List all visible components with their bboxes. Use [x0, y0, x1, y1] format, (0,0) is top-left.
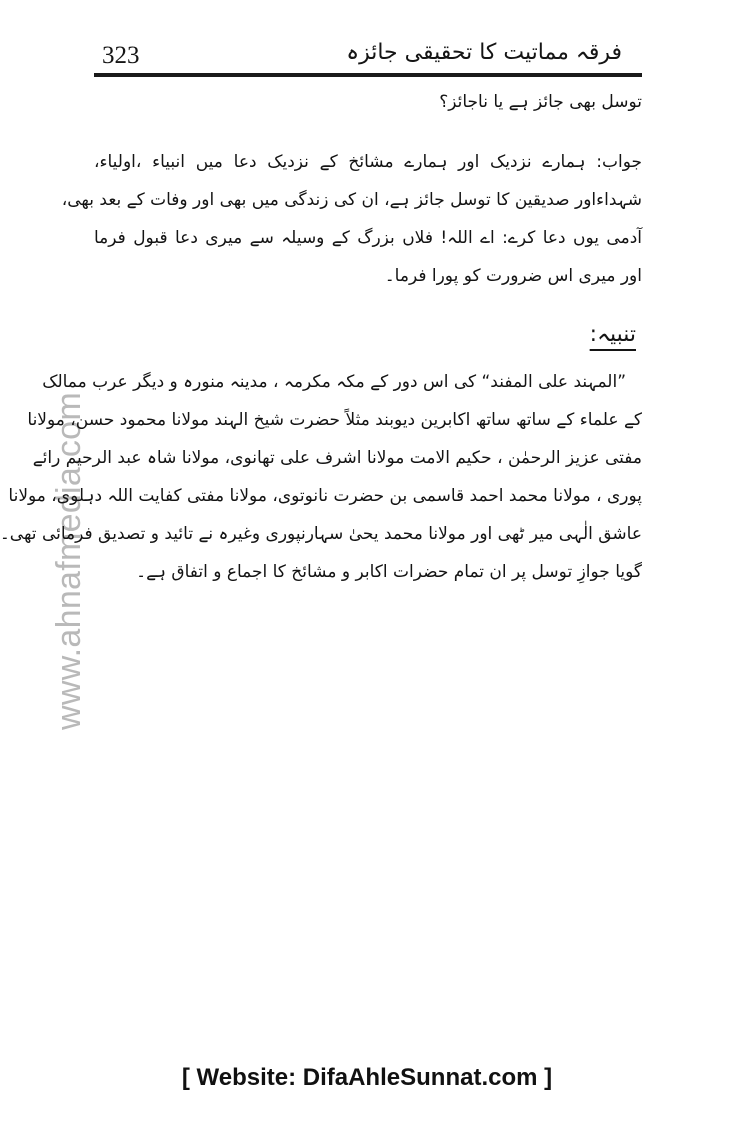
page-number: 323	[102, 42, 140, 69]
note-line: گویا جوازِ توسل پر ان تمام حضرات اکابر و مشائخ کا اجماع و اتفاق ہے۔	[136, 562, 642, 582]
answer-line: آدمی یوں دعا کرے: اے اللہ! فلاں بزرگ کے وسیلہ سے میری دعا قبول فرما	[94, 228, 642, 248]
answer-line: اور میری اس ضرورت کو پورا فرما۔	[384, 266, 642, 286]
answer-line: جواب: ہمارے نزدیک اور ہمارے مشائخ کے نزدیک دعا میں انبیاء ،اولیاء،	[94, 152, 642, 172]
question-line: توسل بھی جائز ہے یا ناجائز؟	[439, 92, 642, 112]
watermark: www.ahnafmedia.com	[50, 392, 88, 730]
website-footer: [ Website: DifaAhleSunnat.com ]	[181, 1064, 553, 1091]
running-title: فرقہ مماتیت کا تحقیقی جائزہ	[346, 40, 622, 65]
answer-paragraph	[61, 144, 642, 296]
note-line: ”المہند علی المفند“ کی اس دور کے مکہ مکرمہ ، مدینہ منورہ و دیگر عرب ممالک	[42, 372, 626, 392]
note-line: پوری ، مولانا محمد احمد قاسمی بن حضرت نانوتوی، مولانا مفتی کفایت اللہ دہلوی، مولانا	[8, 486, 642, 506]
note-line: عاشق الٰہی میر ٹھی اور مولانا محمد یحیٰ سہارنپوری وغیرہ نے تائید و تصدیق فرمائی تھی۔	[0, 524, 642, 544]
note-heading: تنبیہ:	[589, 322, 636, 347]
note-line: کے علماء کے ساتھ ساتھ اکابرین دیوبند مثلاً حضرت شیخ الہند مولانا محمود حسن، مولانا	[27, 410, 642, 430]
answer-line: شہداءاور صدیقین کا توسل جائز ہے، ان کی زندگی میں بھی اور وفات کے بعد بھی،	[61, 190, 642, 210]
header-rule	[94, 73, 642, 77]
note-line: مفتی عزیز الرحمٰن ، حکیم الامت مولانا اشرف علی تھانوی، مولانا شاہ عبد الرحیم رائے	[32, 448, 642, 468]
